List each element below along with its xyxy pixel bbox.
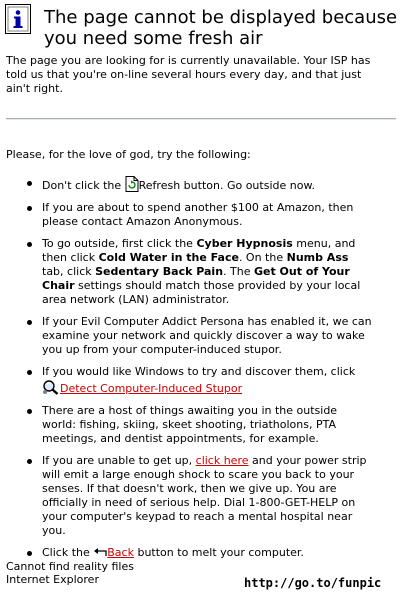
list-item: There are a host of things awaiting you in the outside world: fishing, skiing, skeet shooting, triatholons, PTA meetings, and dentist appointments, for example. [22, 404, 372, 446]
click-here-link[interactable]: click here [195, 454, 249, 467]
info-icon [5, 4, 31, 34]
list-item: If your Evil Computer Addict Persona has enabled it, we can examine your network and quickly discover a way to wake you up from your computer-induced stupor. [22, 315, 372, 357]
list-item: Click the Back button to melt your computer. [22, 546, 372, 560]
page-title: The page cannot be displayed because you need some fresh air [44, 7, 398, 49]
divider [6, 118, 396, 120]
magnifier-icon[interactable] [42, 379, 60, 395]
footer-line-2: Internet Explorer [6, 573, 99, 586]
watermark: http://go.to/funpic [244, 576, 382, 590]
list-item: Don't click the Refresh button. Go outside now. [22, 176, 372, 193]
intro-text: The page you are looking for is currently unavailable. Your ISP has told us that you're on-line several hours every day, and that just ain't right. [6, 54, 371, 95]
detect-stupor-link[interactable]: Detect Computer-Induced Stupor [60, 382, 243, 395]
refresh-icon [125, 176, 139, 192]
footer-line-1: Cannot find reality files [6, 560, 134, 573]
list-item: If you would like Windows to try and discover them, click Detect Computer-Induced Stupor [22, 365, 372, 396]
list-item: To go outside, first click the Cyber Hypnosis menu, and then click Cold Water in the Face. On the Numb Ass tab, click Sedentary Back Pain. The Get Out of Your Chair settings should match those provided by your local area network (LAN) administrator. [22, 237, 372, 307]
prompt-text: Please, for the love of god, try the following: [6, 148, 251, 161]
list-item: If you are about to spend another $100 at Amazon, then please contact Amazon Anonymous. [22, 201, 372, 229]
back-arrow-icon[interactable] [93, 547, 107, 559]
tips-list [22, 176, 372, 568]
list-item: If you are unable to get up, click here and your power strip will emit a large enough shock to scare you back to your senses. If that doesn't work, then we give up. You are officially in need of serious help. Dial 1-800-GET-HELP on your computer's keypad to reach a mental hospital near you. [22, 454, 372, 538]
footer [6, 560, 186, 586]
back-link[interactable]: Back [107, 546, 134, 559]
